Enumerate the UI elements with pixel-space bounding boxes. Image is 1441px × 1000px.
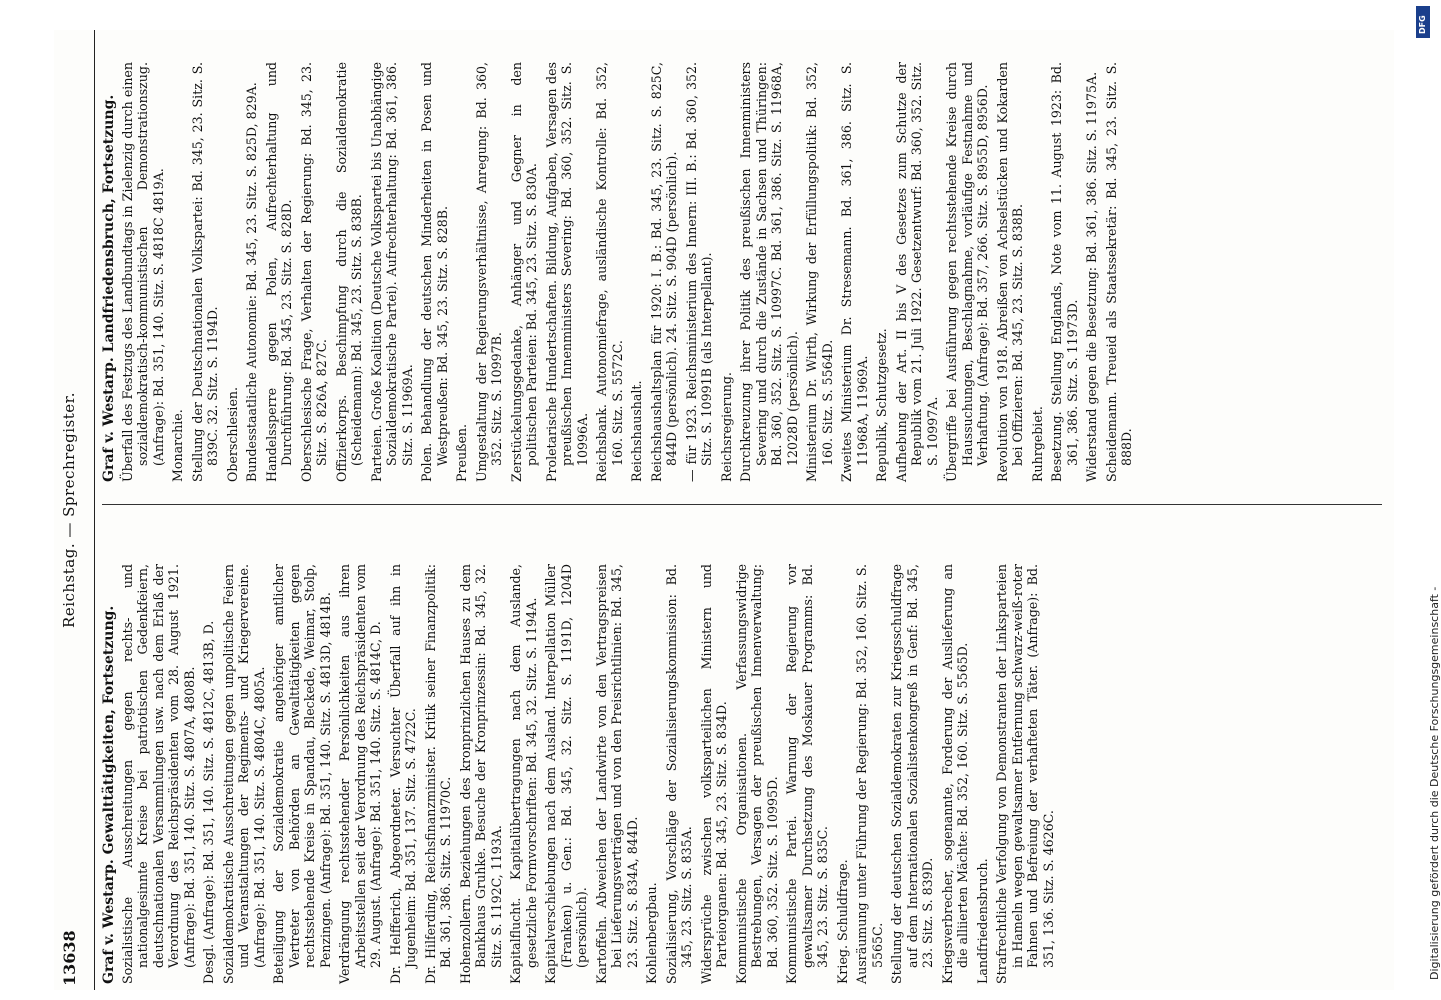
register-entry: Zerstückelungsgedanke, Anhänger und Gegner in den politischen Parteien: Bd. 345, 23. Sitz. S. 830A.: [508, 62, 539, 482]
register-entry: Aufhebung der Art. II bis V des Gesetzes zum Schutze der Republik vom 21. Juli 1922. Gesetzentwurf: Bd. 360, 352. Sitz. S. 10997A.: [893, 62, 940, 482]
register-entry: Verdrängung rechtsstehender Persönlichkeiten aus ihren Arbeitsstellen seit der Verordnung des Reichspräsidenten vom 29. August. (Anfrage): Bd. 351, 140. Sitz. S. 4814C, D.: [337, 564, 383, 984]
digitization-caption: [1412, 10, 1441, 990]
register-entry: Reichsbank. Autonomiefrage, ausländische Kontrolle: Bd. 352, 160. Sitz. S. 5572C.: [594, 62, 625, 482]
dfg-logo: [1416, 6, 1430, 38]
register-entry: Reichsregierung.: [718, 372, 734, 482]
register-entry: Desgl. (Anfrage): Bd. 351, 140. Sitz. S. 4812C, 4813B, D.: [201, 620, 216, 984]
register-entry: Preußen.: [454, 423, 469, 482]
register-entry: Reichshaushalt.: [629, 380, 644, 482]
register-entry: Kriegsverbrecher, sogenannte, Forderung der Auslieferung an die alliierten Mächte: Bd. 352, 160. Sitz. S. 5565D.: [939, 564, 970, 984]
register-entry: Kommunistische Organisationen. Verfassungswidrige Bestrebungen, Versagen der preußischen Innenverwaltung: Bd. 360, 352. Sitz. S. 10995D.: [733, 564, 780, 984]
register-entry: Oberschlesische Frage, Verhalten der Regierung: Bd. 345, 23. Sitz. S. 826A, 827C.: [298, 62, 329, 482]
column-divider: [102, 504, 1382, 505]
register-entry: Besetzung. Stellung Englands, Note vom 11. August 1923: Bd. 361, 386. Sitz. S. 11973D.: [1049, 62, 1080, 482]
register-page: [54, 30, 1394, 990]
register-entry: Scheidemann. Treueid als Staatssekretär: Bd. 345, 23. Sitz. S. 888D.: [1103, 62, 1134, 482]
register-entry: Kapitalverschiebungen nach dem Ausland. Interpellation Müller (Franken) u. Gen.: Bd. 345, 32. Sitz. S. 1191D, 1204D (persönlich).: [543, 564, 589, 984]
register-entry: — für 1923. Reichsministerium des Innern: III. B.: Bd. 360, 352. Sitz. S. 10991B (als Interpellant).: [683, 62, 714, 482]
right-column: [102, 62, 1139, 482]
page-number: 13638: [60, 930, 79, 986]
register-entry: Übergriffe bei Ausführung gegen rechtsstehende Kreise durch Haussuchungen, Beschlagnahme, vorläufige Festnahme und Verhaftung. (Anfrage): Bd. 357, 266. Sitz. S. 8955D, 8956D.: [944, 62, 990, 482]
register-entry: Dr. Helfferich, Abgeordneter. Versuchter Überfall auf ihn in Jugenheim: Bd. 351, 137. Sitz. S. 4722C.: [387, 564, 418, 984]
register-entry: Sozialistische Ausschreitungen gegen rechts- und nationalgesinnte Kreise bei patriotischen Gedenkfeiern, deutschnationalen Versammlungen usw. nach dem Erlaß der Verordnung des Reichspräsidenten vom 28. August 1921. (Anfrage): Bd. 351, 140. Sitz. S. 4807A, 4808B.: [119, 564, 197, 984]
register-entry: Kartoffeln. Abweichen der Landwirte von den Vertragspreisen bei Lieferungsverträgen und von den Preisrichtlinien: Bd. 345, 23. Sitz. S. 834A, 844D.: [593, 564, 640, 984]
register-entry: Offizierkorps. Beschimpfung durch die Sozialdemokratie (Scheidemann): Bd. 345, 23. Sitz. S. 838B.: [333, 62, 364, 482]
register-entry: Polen. Behandlung der deutschen Minderheiten in Posen und Westpreußen: Bd. 345, 23. Sitz. S. 828B.: [419, 62, 450, 482]
right-column-heading: Graf v. Westarp. Landfriedensbruch, Fortsetzung.: [101, 94, 117, 482]
register-entry: Strafrechtliche Verfolgung von Demonstranten der Linksparteien in Hameln wegen gewaltsamer Entfernung schwarz-weiß-roter Fahnen und Befreiung der verhafteten Täter. (Anfrage): Bd. 351, 136. Sitz. S. 4626C.: [994, 564, 1056, 984]
register-entry: Ausräumung unter Führung der Regierung: Bd. 352, 160. Sitz. S. 5565C.: [854, 564, 885, 984]
register-entry: Oberschlesien.: [224, 386, 240, 482]
register-entry: Stellung der Deutschnationalen Volkspartei: Bd. 345, 23. Sitz. S. 839C. 32. Sitz. S. 1194D.: [189, 62, 220, 482]
register-entry: Widerstand gegen die Besetzung: Bd. 361, 386. Sitz. S. 11975A.: [1084, 71, 1099, 482]
digitization-caption-text: Digitalisierung gefördert durch die Deutsche Forschungsgemeinschaft -: [1428, 586, 1441, 980]
register-entry: Stellung der deutschen Sozialdemokraten zur Kriegsschuldfrage auf dem Internationalen Sozialistenkongreß in Genf: Bd. 345, 23. Sitz. S. 839D.: [889, 564, 935, 984]
register-entry: Hohenzollern. Beziehungen des kronprinzlichen Hauses zu dem Bankhaus Gruhke. Besuche der Kronprinzessin: Bd. 345, 32. Sitz. S. 1192C, 1193A.: [457, 564, 504, 984]
page-title: Reichstag. — Sprechregister.: [60, 392, 78, 628]
register-entry: Kapitalflucht. Kapitalübertragungen nach dem Auslande, gesetzliche Formvorschriften: Bd. 345, 32. Sitz. S. 1194A.: [508, 564, 539, 984]
dfg-logo-text: DFG: [1418, 15, 1427, 34]
register-entry: Kohlenbergbau.: [644, 882, 659, 984]
left-entry-list: [120, 564, 1057, 984]
register-entry: Krieg. Schuldfrage.: [834, 859, 850, 984]
register-entry: Handelssperre gegen Polen, Aufrechterhaltung und Durchführung: Bd. 345, 23. Sitz. S. 828D.: [263, 62, 294, 482]
register-entry: Proletarische Hundertschaften. Bildung, Aufgaben, Versagen des preußischen Innenministers Severing: Bd. 360, 352. Sitz. S. 10996A.: [543, 62, 590, 482]
register-entry: Umgestaltung der Regierungsverhältnisse, Anregung: Bd. 360, 352. Sitz. S. 10997B.: [473, 62, 504, 482]
register-entry: Überfall des Festzugs des Landbundtags in Zielenzig durch einen sozialdemokratisch-kommunistischen Demonstrationszug. (Anfrage): Bd. 351, 140. Sitz. S. 4818C 4819A.: [119, 62, 166, 482]
register-entry: Ruhrgebiet.: [1029, 406, 1045, 482]
register-entry: Monarchie.: [170, 409, 185, 482]
register-entry: Widersprüche zwischen volksparteilichen Ministern und Parteiorganen: Bd. 345, 23. Sitz. S. 834D.: [698, 564, 729, 984]
left-column-heading: Graf v. Westarp. Gewalttätigkeiten, Fortsetzung.: [101, 605, 117, 984]
register-entry: Kommunistische Partei. Warnung der Regierung vor gewaltsamer Durchsetzung des Moskauer Programms: Bd. 345, 23. Sitz. S. 835C.: [784, 564, 830, 984]
register-entry: Revolution von 1918. Abreißen von Achselstücken und Kokarden bei Offizieren: Bd. 345, 23. Sitz. S. 838B.: [994, 62, 1025, 482]
register-entry: Sozialdemokratische Ausschreitungen gegen unpolitische Feiern und Veranstaltungen der Regiments- und Kriegervereine. (Anfrage): Bd. 351, 140. Sitz. S. 4804C, 4805A.: [220, 564, 267, 984]
register-entry: Bundesstaatliche Autonomie: Bd. 345, 23. Sitz. S. 825D, 829A.: [244, 82, 259, 482]
register-entry: Republik, Schutzgesetz.: [874, 328, 889, 482]
right-entry-list: [120, 62, 1135, 482]
register-entry: Dr. Hilferding, Reichsfinanzminister. Kritik seiner Finanzpolitik: Bd. 361, 386. Sitz. S. 11970C.: [422, 564, 453, 984]
register-entry: Ministerium Dr. Wirth, Wirkung der Erfüllungspolitik: Bd. 352, 160. Sitz. S. 5564D.: [804, 62, 835, 482]
register-entry: Parteien. Große Koalition (Deutsche Volkspartei bis Unabhängige Sozialdemokratische Partei). Aufrechterhaltung: Bd. 361, 386. Sitz. S. 11969A.: [368, 62, 415, 482]
register-entry: Durchkreuzung ihrer Politik des preußischen Innenministers Severing und durch die Zustände in Sachsen und Thüringen: Bd. 360, 352. Sitz. S. 10997C. Bd. 361, 386. Sitz. S. 11968A, 12028D (persönlich).: [738, 62, 800, 482]
register-entry: Beteiligung der Sozialdemokratie angehöriger amtlicher Vertreter von Behörden an Gewalttätigkeiten gegen rechtsstehende Kreise in Spandau, Bleckede, Weimar, Stolp, Penzingen. (Anfrage): Bd. 351, 140. Sitz. S. 4813D, 4814B.: [271, 564, 333, 984]
register-entry: Zweites Ministerium Dr. Stresemann. Bd. 361, 386. Sitz. S. 11968A, 11969A.: [839, 62, 870, 482]
left-column: [102, 564, 1060, 984]
register-entry: Landfriedensbruch.: [974, 858, 990, 984]
register-entry: Sozialisierung, Vorschläge der Sozialisierungskommission: Bd. 345, 23. Sitz. S. 835A.: [663, 564, 694, 984]
running-head: [54, 30, 95, 990]
register-entry: Reichshaushaltsplan für 1920: I. B.: Bd. 345, 23. Sitz. S. 825C, 844D (persönlich). 24. Sitz. S. 904D (persönlich).: [648, 62, 679, 482]
